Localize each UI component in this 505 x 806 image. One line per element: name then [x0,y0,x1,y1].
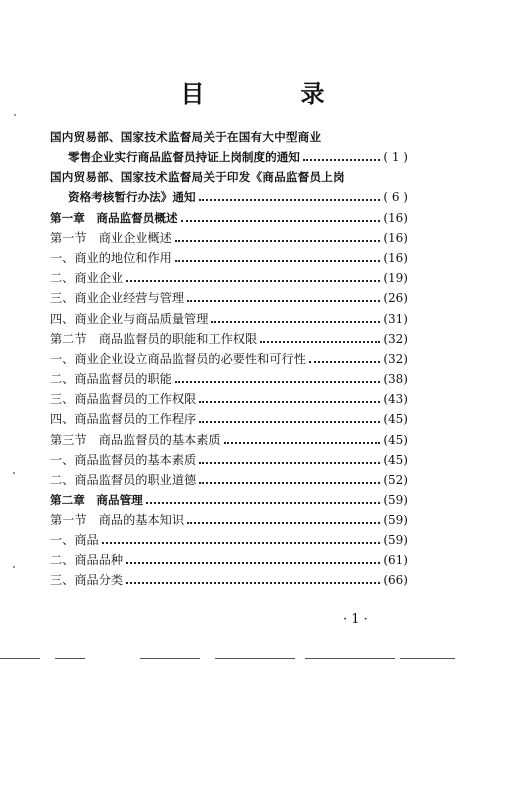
toc-entry [50,390,408,408]
scan-rule [400,658,455,659]
toc-entry [50,511,408,529]
dot-leader [175,381,380,383]
toc-entry-label: 四、商业企业与商品质量管理 [50,312,209,326]
toc-entry [50,269,408,287]
dot-leader [303,159,380,161]
toc-entry-page: (16) [383,251,408,265]
toc-entry [50,571,408,589]
dot-leader [224,442,381,444]
toc-entry [50,451,408,469]
scan-rule [140,658,200,659]
dot-leader [199,421,380,423]
dot-leader [211,321,380,323]
toc-entry-label: 一、商品监督员的基本素质 [50,453,197,467]
toc-entry-page: (32) [383,332,408,346]
toc-entry-page: ( 6 ) [383,190,408,204]
dot-leader [181,220,381,222]
scan-rule [305,658,395,659]
toc-entry [50,330,408,348]
toc-entry-label: 二、商业企业 [50,271,124,285]
toc-entry [50,209,408,227]
toc-entry-label: 国内贸易部、国家技术监督局关于在国有大中型商业 [50,130,322,144]
dot-leader [199,199,381,201]
toc-entry [50,168,408,186]
dot-leader [187,300,380,302]
toc-entry-page: ( 1 ) [383,150,408,164]
toc-entry [50,491,408,509]
toc-entry-label: 四、商品监督员的工作程序 [50,412,197,426]
page-number: · 1 · [343,612,368,627]
dot-leader [102,542,381,544]
toc-entry [50,249,408,267]
toc-entry-page: (16) [383,231,408,245]
toc-entry [50,128,408,146]
toc-entry-page: (32) [383,352,408,366]
toc-entry-page: (31) [383,312,408,326]
toc-entry-label: 二、商品监督员的职能 [50,372,172,386]
toc-entry-label: 二、商品品种 [50,553,124,567]
toc-entry [50,531,408,549]
dot-leader [260,341,380,343]
dot-leader [175,260,380,262]
toc-entry-page: (59) [383,493,408,507]
toc-entry-page: (59) [383,533,408,547]
dot-leader [199,401,380,403]
toc-entry [50,310,408,328]
toc-entry [50,431,408,449]
toc-entry-label: 第一节 商业企业概述 [50,231,172,245]
toc-entry-label: 第二章 商品管理 [50,493,143,507]
toc-entry [50,229,408,247]
toc-entry-page: (45) [383,433,408,447]
dot-leader [175,240,380,242]
toc-entry [50,350,408,368]
toc-entry [50,370,408,388]
scan-rule [215,658,295,659]
toc-entry-page: (43) [383,392,408,406]
toc-entry-label: 一、商品 [50,533,99,547]
toc-entry-label: 一、商业企业设立商品监督员的必要性和可行性 [50,352,306,366]
toc-entry [50,148,408,166]
toc-entry-page: (61) [383,553,408,567]
scan-speck [13,472,15,474]
dot-leader [199,462,380,464]
dot-leader [309,361,380,363]
toc-entry-page: (16) [383,211,408,225]
toc-entry [50,188,408,206]
toc-entry-label: 第一章 商品监督员概述 [50,211,178,225]
toc-entry-page: (45) [383,412,408,426]
toc-entry-label: 第二节 商品监督员的职能和工作权限 [50,332,258,346]
toc-entry-label: 第一节 商品的基本知识 [50,513,185,527]
toc-entry-page: (26) [383,291,408,305]
toc-entry-page: (66) [383,573,408,587]
toc-entry-page: (19) [383,271,408,285]
toc-entry-label: 一、商业的地位和作用 [50,251,172,265]
toc-entry-label: 资格考核暂行办法》通知 [68,190,196,204]
toc-entry-label: 第三节 商品监督员的基本素质 [50,433,221,447]
toc-entry-page: (38) [383,372,408,386]
dot-leader [126,280,380,282]
page-title: 目 录 [180,80,361,108]
scan-speck [13,566,15,568]
dot-leader [187,522,380,524]
scan-rule [0,658,40,659]
toc-entry-label: 三、商品监督员的工作权限 [50,392,197,406]
toc-entry-page: (59) [383,513,408,527]
toc-entry-page: (52) [383,473,408,487]
toc-entry [50,471,408,489]
dot-leader [126,582,380,584]
scan-speck [14,114,16,116]
toc-entry-label: 国内贸易部、国家技术监督局关于印发《商品监督员上岗 [50,170,345,184]
toc-entry-label: 三、商品分类 [50,573,124,587]
toc-entry-label: 零售企业实行商品监督员持证上岗制度的通知 [68,150,300,164]
toc-entry-label: 三、商业企业经营与管理 [50,291,185,305]
toc-entry [50,410,408,428]
toc-entry [50,551,408,569]
toc-entry [50,289,408,307]
dot-leader [146,502,381,504]
toc-entry-page: (45) [383,453,408,467]
dot-leader [199,482,380,484]
toc-entry-label: 二、商品监督员的职业道德 [50,473,197,487]
scan-rule [55,658,85,659]
dot-leader [126,562,380,564]
